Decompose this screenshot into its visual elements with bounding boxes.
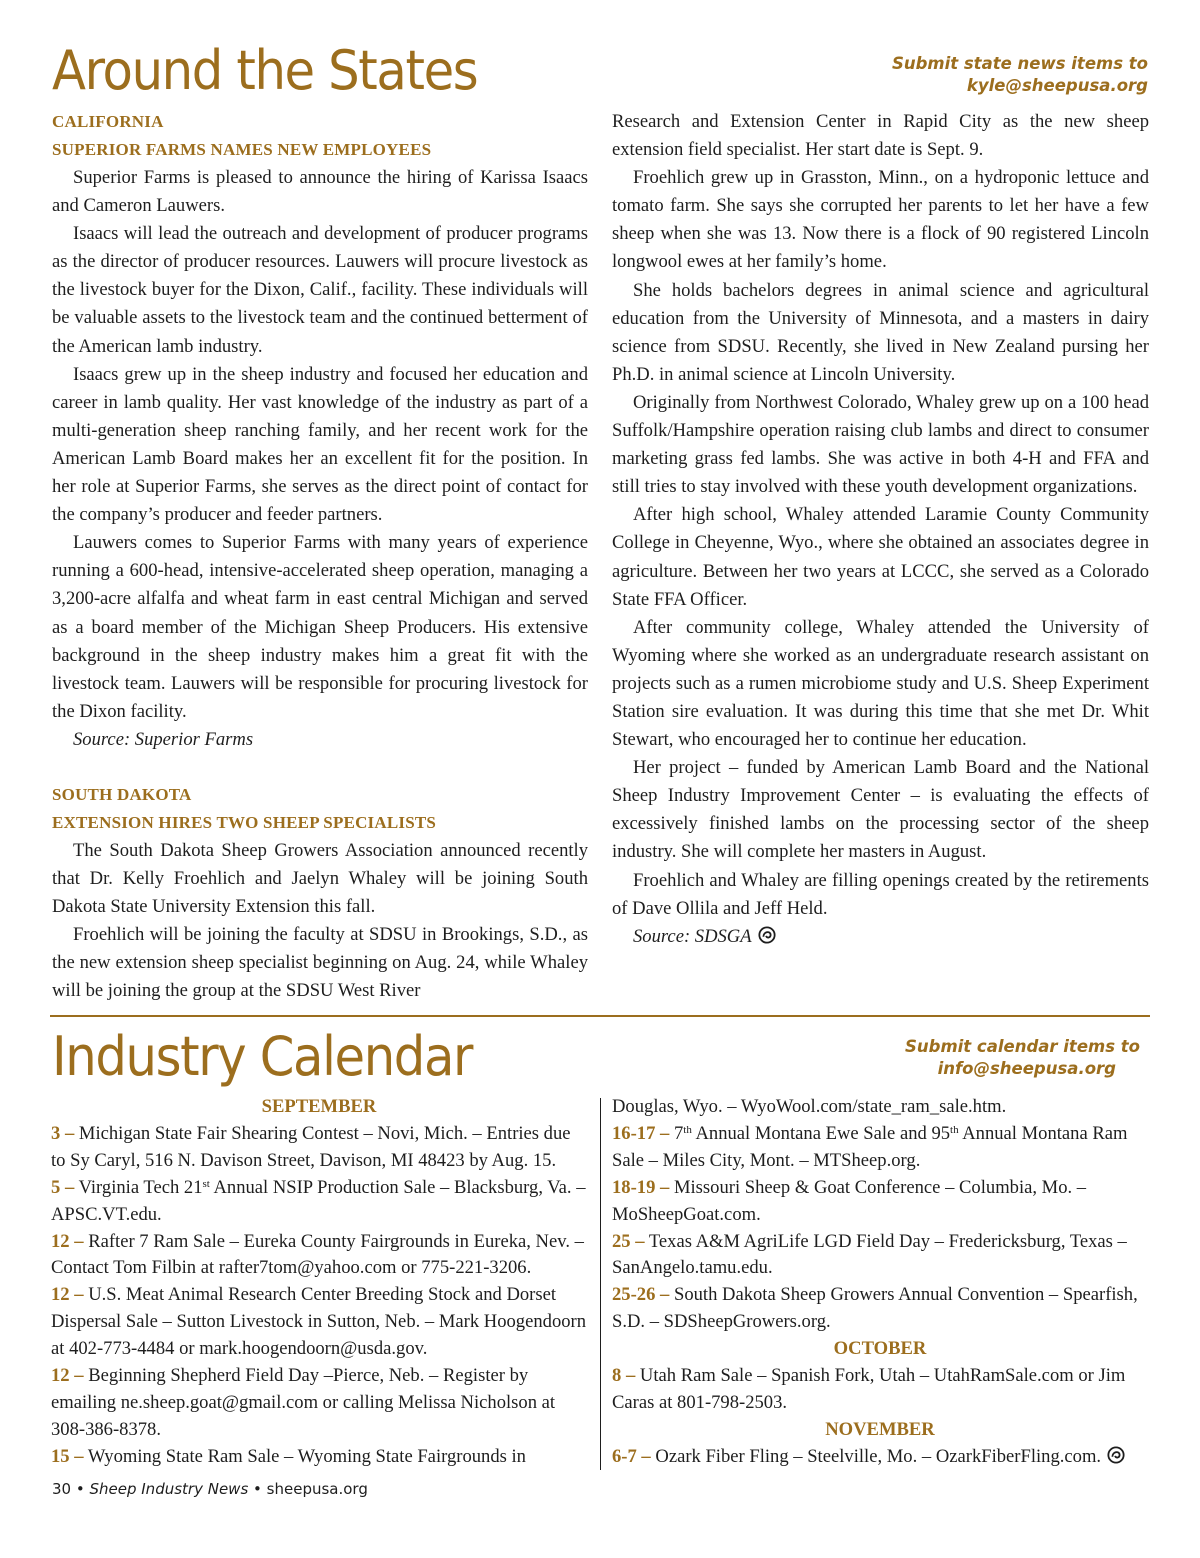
submit-calendar-items xyxy=(780,1036,1140,1080)
entry-text: Ozark Fiber Fling – Steelville, Mo. – OzarkFiberFling.com. xyxy=(655,1445,1102,1467)
entry-date: 12 – xyxy=(51,1284,84,1306)
around-the-states-title: Around the States xyxy=(52,39,478,102)
entry-date: 25-26 – xyxy=(612,1284,670,1306)
entry-date: 3 – xyxy=(51,1122,75,1144)
calendar-left-column xyxy=(51,1094,587,1471)
article-paragraph: Isaacs will lead the outreach and development of producer programs as the director of producer resources. Lauwers will procure livestock as the livestock buyer for the Dixon, Calif., facility. These individuals will be valuable assets to the livestock team and the continued betterment of the American lamb industry. xyxy=(52,223,588,357)
entry-text: U.S. Meat Animal Research Center Breeding Stock and Dorset Dispersal Sale – Sutton Livestock in Sutton, Neb. – Mark Hoogendoorn at 402-773-4484 or mark.hoogendoorn@usda.gov. xyxy=(51,1284,587,1360)
industry-calendar-title: Industry Calendar xyxy=(52,1025,473,1088)
entry-text: Utah Ram Sale – Spanish Fork, Utah – UtahRamSale.com or Jim Caras at 801-798-2503. xyxy=(612,1365,1126,1413)
california-source: Source: Superior Farms xyxy=(73,728,254,750)
calendar-right-column xyxy=(612,1094,1148,1471)
calendar-entry xyxy=(612,1282,1148,1336)
calendar-entry xyxy=(51,1175,587,1229)
state-news-email[interactable]: kyle@sheepusa.org xyxy=(966,76,1148,95)
california-state-heading: CALIFORNIA xyxy=(52,112,164,131)
entry-text: Annual Montana Ewe Sale and 95 xyxy=(691,1122,951,1144)
article-paragraph: Superior Farms is pleased to announce the hiring of Karissa Isaacs and Cameron Lauwers. xyxy=(52,167,588,217)
article-paragraph: After community college, Whaley attended the University of Wyoming where she worked as an undergraduate research assistant on projects such as a rumen microbiome study and U.S. Sheep Experiment Station sire evaluation. It was during this time that she met Dr. Whit Stewart, who encouraged her to continue her education. xyxy=(612,616,1149,751)
section-divider xyxy=(50,1015,1150,1017)
entry-text: Michigan State Fair Shearing Contest – Novi, Mich. – Entries due to Sy Caryl, 516 N. Davison Street, Davison, MI 48423 by Aug. 15. xyxy=(51,1122,571,1171)
publication-name: Sheep Industry News xyxy=(89,1480,249,1498)
entry-date: 5 – xyxy=(51,1176,75,1198)
end-mark-icon xyxy=(1107,1446,1125,1464)
entry-date: 25 – xyxy=(612,1230,645,1252)
calendar-entry xyxy=(51,1282,587,1363)
entry-text: 7 xyxy=(673,1122,684,1144)
calendar-column-divider xyxy=(600,1098,601,1470)
article-paragraph: Originally from Northwest Colorado, Whaley grew up on a 100 head Suffolk/Hampshire operation raising club lambs and direct to consumer marketing grass fed lambs. She was active in both 4-H and FFA and still tries to stay involved with these youth development organizations. xyxy=(612,391,1149,498)
calendar-entry-continued: Douglas, Wyo. – WyoWool.com/state_ram_sale.htm. xyxy=(612,1096,1007,1117)
calendar-entry xyxy=(51,1363,587,1444)
entry-superscript: th xyxy=(950,1123,959,1136)
entry-date: 16-17 – xyxy=(612,1122,670,1144)
south-dakota-source-text: Source: SDSGA xyxy=(633,925,752,947)
article-paragraph: Lauwers comes to Superior Farms with many years of experience running a 600-head, intensive-accelerated sheep operation, managing a 3,200-acre alfalfa and wheat farm in east central Michigan and served as a board member of the Michigan Sheep Producers. His extensive background in the sheep industry makes him a great fit with the livestock team. Lauwers will be responsible for procuring livestock for the Dixon facility. xyxy=(52,532,588,722)
entry-date: 6-7 – xyxy=(612,1445,651,1467)
calendar-entry xyxy=(612,1444,1148,1471)
entry-text: Rafter 7 Ram Sale – Eureka County Fairgrounds in Eureka, Nev. – Contact Tom Filbin at rafter7tom@yahoo.com or 775-221-3206. xyxy=(51,1230,584,1279)
article-paragraph: Research and Extension Center in Rapid City as the new sheep extension field specialist. Her start date is Sept. 9. xyxy=(612,111,1149,161)
calendar-entry xyxy=(51,1121,587,1175)
entry-text: Virginia Tech 21 xyxy=(78,1176,203,1198)
footer-site: • sheepusa.org xyxy=(253,1480,368,1498)
entry-superscript: th xyxy=(683,1123,692,1136)
submit-state-news-label: Submit state news items to xyxy=(891,54,1148,73)
left-column xyxy=(52,108,588,1006)
south-dakota-headline: EXTENSION HIRES TWO SHEEP SPECIALISTS xyxy=(52,812,437,832)
entry-date: 8 – xyxy=(612,1365,636,1387)
right-column xyxy=(612,108,1149,951)
month-november: NOVEMBER xyxy=(825,1418,935,1440)
article-paragraph: Froehlich will be joining the faculty at SDSU in Brookings, S.D., as the new extension sheep specialist beginning on Aug. 24, while Whaley will be joining the group at the SDSU West River xyxy=(52,924,588,1002)
page-number: 30 • xyxy=(52,1480,85,1498)
submit-state-news xyxy=(788,53,1148,97)
calendar-entry xyxy=(612,1175,1148,1229)
calendar-entry xyxy=(51,1229,587,1283)
south-dakota-state-heading: SOUTH DAKOTA xyxy=(52,784,192,804)
article-paragraph: Froehlich grew up in Grasston, Minn., on a hydroponic lettuce and tomato farm. She says she corrupted her parents to let her have a few sheep when she was 13. Now there is a flock of 90 registered Lincoln longwool ewes at her family’s home. xyxy=(612,167,1149,273)
end-mark-icon xyxy=(758,926,776,944)
article-paragraph: The South Dakota Sheep Growers Association announced recently that Dr. Kelly Froehlich and Jaelyn Whaley will be joining South Dakota State University Extension this fall. xyxy=(52,839,588,918)
month-september: SEPTEMBER xyxy=(261,1096,377,1117)
entry-superscript: st xyxy=(202,1177,210,1190)
article-paragraph: After high school, Whaley attended Laramie County Community College in Cheyenne, Wyo., where she obtained an associates degree in agriculture. Between her two years at LCCC, she served as a Colorado State FFA Officer. xyxy=(612,504,1149,610)
entry-text: Beginning Shepherd Field Day –Pierce, Neb. – Register by emailing ne.sheep.goat@gmail.com or calling Melissa Nicholson at 308-386-8378. xyxy=(51,1365,556,1440)
article-paragraph: She holds bachelors degrees in animal science and agricultural education from the University of Minnesota, and a masters in dairy science from SDSU. Recently, she lived in New Zealand pursing her Ph.D. in animal science at Lincoln University. xyxy=(612,279,1149,385)
california-headline: SUPERIOR FARMS NAMES NEW EMPLOYEES xyxy=(52,140,432,159)
submit-calendar-label: Submit calendar items to xyxy=(905,1037,1140,1056)
entry-text: Missouri Sheep & Goat Conference – Columbia, Mo. – MoSheepGoat.com. xyxy=(612,1176,1087,1225)
calendar-entry xyxy=(612,1363,1148,1417)
entry-text: Texas A&M AgriLife LGD Field Day – Fredericksburg, Texas – SanAngelo.tamu.edu. xyxy=(612,1230,1127,1279)
page-footer xyxy=(52,1480,368,1498)
entry-date: 12 – xyxy=(51,1230,84,1252)
entry-text: Annual NSIP Production Sale – Blacksburg, Va. – APSC.VT.edu. xyxy=(51,1176,586,1225)
south-dakota-source xyxy=(612,923,1149,951)
month-october: OCTOBER xyxy=(833,1338,927,1360)
entry-text: Wyoming State Ram Sale – Wyoming State Fairgrounds in xyxy=(87,1445,526,1467)
article-paragraph: Froehlich and Whaley are filling openings created by the retirements of Dave Ollila and Jeff Held. xyxy=(612,869,1149,919)
entry-date: 15 – xyxy=(51,1445,84,1467)
calendar-email[interactable]: info@sheepusa.org xyxy=(937,1059,1116,1078)
calendar-entry xyxy=(612,1121,1148,1175)
article-paragraph: Isaacs grew up in the sheep industry and focused her education and career in lamb quality. Her vast knowledge of the industry as part of a multi-generation sheep ranching family, and her recent work for the American Lamb Board makes her an excellent fit for the position. In her role at Superior Farms, she serves as the direct point of contact for the company’s producer and feeder partners. xyxy=(52,363,588,526)
entry-text: South Dakota Sheep Growers Annual Convention – Spearfish, S.D. – SDSheepGrowers.org. xyxy=(612,1284,1138,1333)
entry-text: Annual Montana Ram Sale – Miles City, Mont. – MTSheep.org. xyxy=(612,1122,1128,1171)
calendar-entry xyxy=(612,1229,1148,1283)
entry-date: 18-19 – xyxy=(612,1176,670,1198)
entry-date: 12 – xyxy=(51,1365,84,1387)
calendar-entry xyxy=(51,1444,587,1471)
article-paragraph: Her project – funded by American Lamb Board and the National Sheep Industry Improvement Center – is evaluating the effects of excessively finished lambs on the processing sector of the sheep industry. She will complete her masters in August. xyxy=(612,757,1149,863)
